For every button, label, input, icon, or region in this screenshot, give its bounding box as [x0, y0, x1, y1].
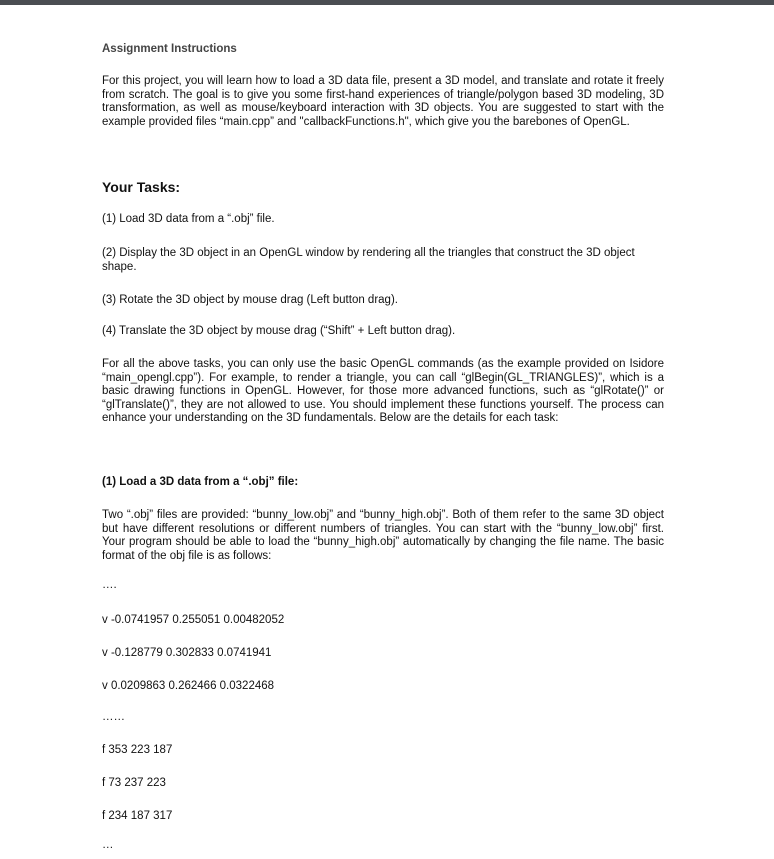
task-item-4: (4) Translate the 3D object by mouse drag (“Shift” + Left button drag).	[102, 325, 456, 337]
task-item-3: (3) Rotate the 3D object by mouse drag (Left button drag).	[102, 294, 398, 306]
obj-ellipsis-bottom: …	[102, 839, 114, 851]
section1-paragraph: Two “.obj” files are provided: “bunny_low.obj” and “bunny_high.obj”. Both of them refer to the same 3D object but have different resolutions or different numbers of triangles. You can start with the “bunny_low.obj” first. Your program should be able to load the “bunny_high.obj” automatically by changing the file name. The basic format of the obj file is as follows:	[102, 509, 664, 562]
section1-heading: (1) Load a 3D data from a “.obj” file:	[102, 476, 299, 488]
task-item-2: (2) Display the 3D object in an OpenGL window by rendering all the triangles that construct the 3D object shape.	[102, 247, 635, 273]
obj-ellipsis-middle: ……	[102, 711, 125, 723]
obj-vertex-line-3: v 0.0209863 0.262466 0.0322468	[102, 680, 275, 692]
constraints-paragraph: For all the above tasks, you can only use the basic OpenGL commands (as the example provided on Isidore “main_opengl.cpp”). For example, to render a triangle, you can call “glBegin(GL_TRIANGLES)”, which is a basic drawing functions in OpenGL. However, for those more advanced functions, such as “glRotate()” or “glTranslate()”, they are not allowed to use. You should implement these functions yourself. The process can enhance your understanding on the 3D fundamentals. Below are the details for each task:	[102, 358, 664, 425]
obj-vertex-line-1: v -0.0741957 0.255051 0.00482052	[102, 614, 285, 626]
task-item-1: (1) Load 3D data from a “.obj” file.	[102, 213, 275, 225]
obj-face-line-2: f 73 237 223	[102, 777, 166, 789]
page-heading: Assignment Instructions	[102, 43, 237, 55]
obj-face-line-1: f 353 223 187	[102, 744, 173, 756]
intro-paragraph: For this project, you will learn how to load a 3D data file, present a 3D model, and translate and rotate it freely from scratch. The goal is to give you some first-hand experiences of triangle/polygon based 3D modeling, 3D transformation, as well as mouse/keyboard interaction with 3D objects. You are suggested to start with the example provided files “main.cpp” and "callbackFunctions.h", which give you the barebones of OpenGL.	[102, 75, 664, 128]
obj-face-line-3: f 234 187 317	[102, 810, 173, 822]
obj-ellipsis-top: ….	[102, 579, 117, 591]
window-top-bar	[0, 0, 774, 5]
obj-vertex-line-2: v -0.128779 0.302833 0.0741941	[102, 647, 272, 659]
tasks-heading: Your Tasks:	[102, 179, 181, 195]
